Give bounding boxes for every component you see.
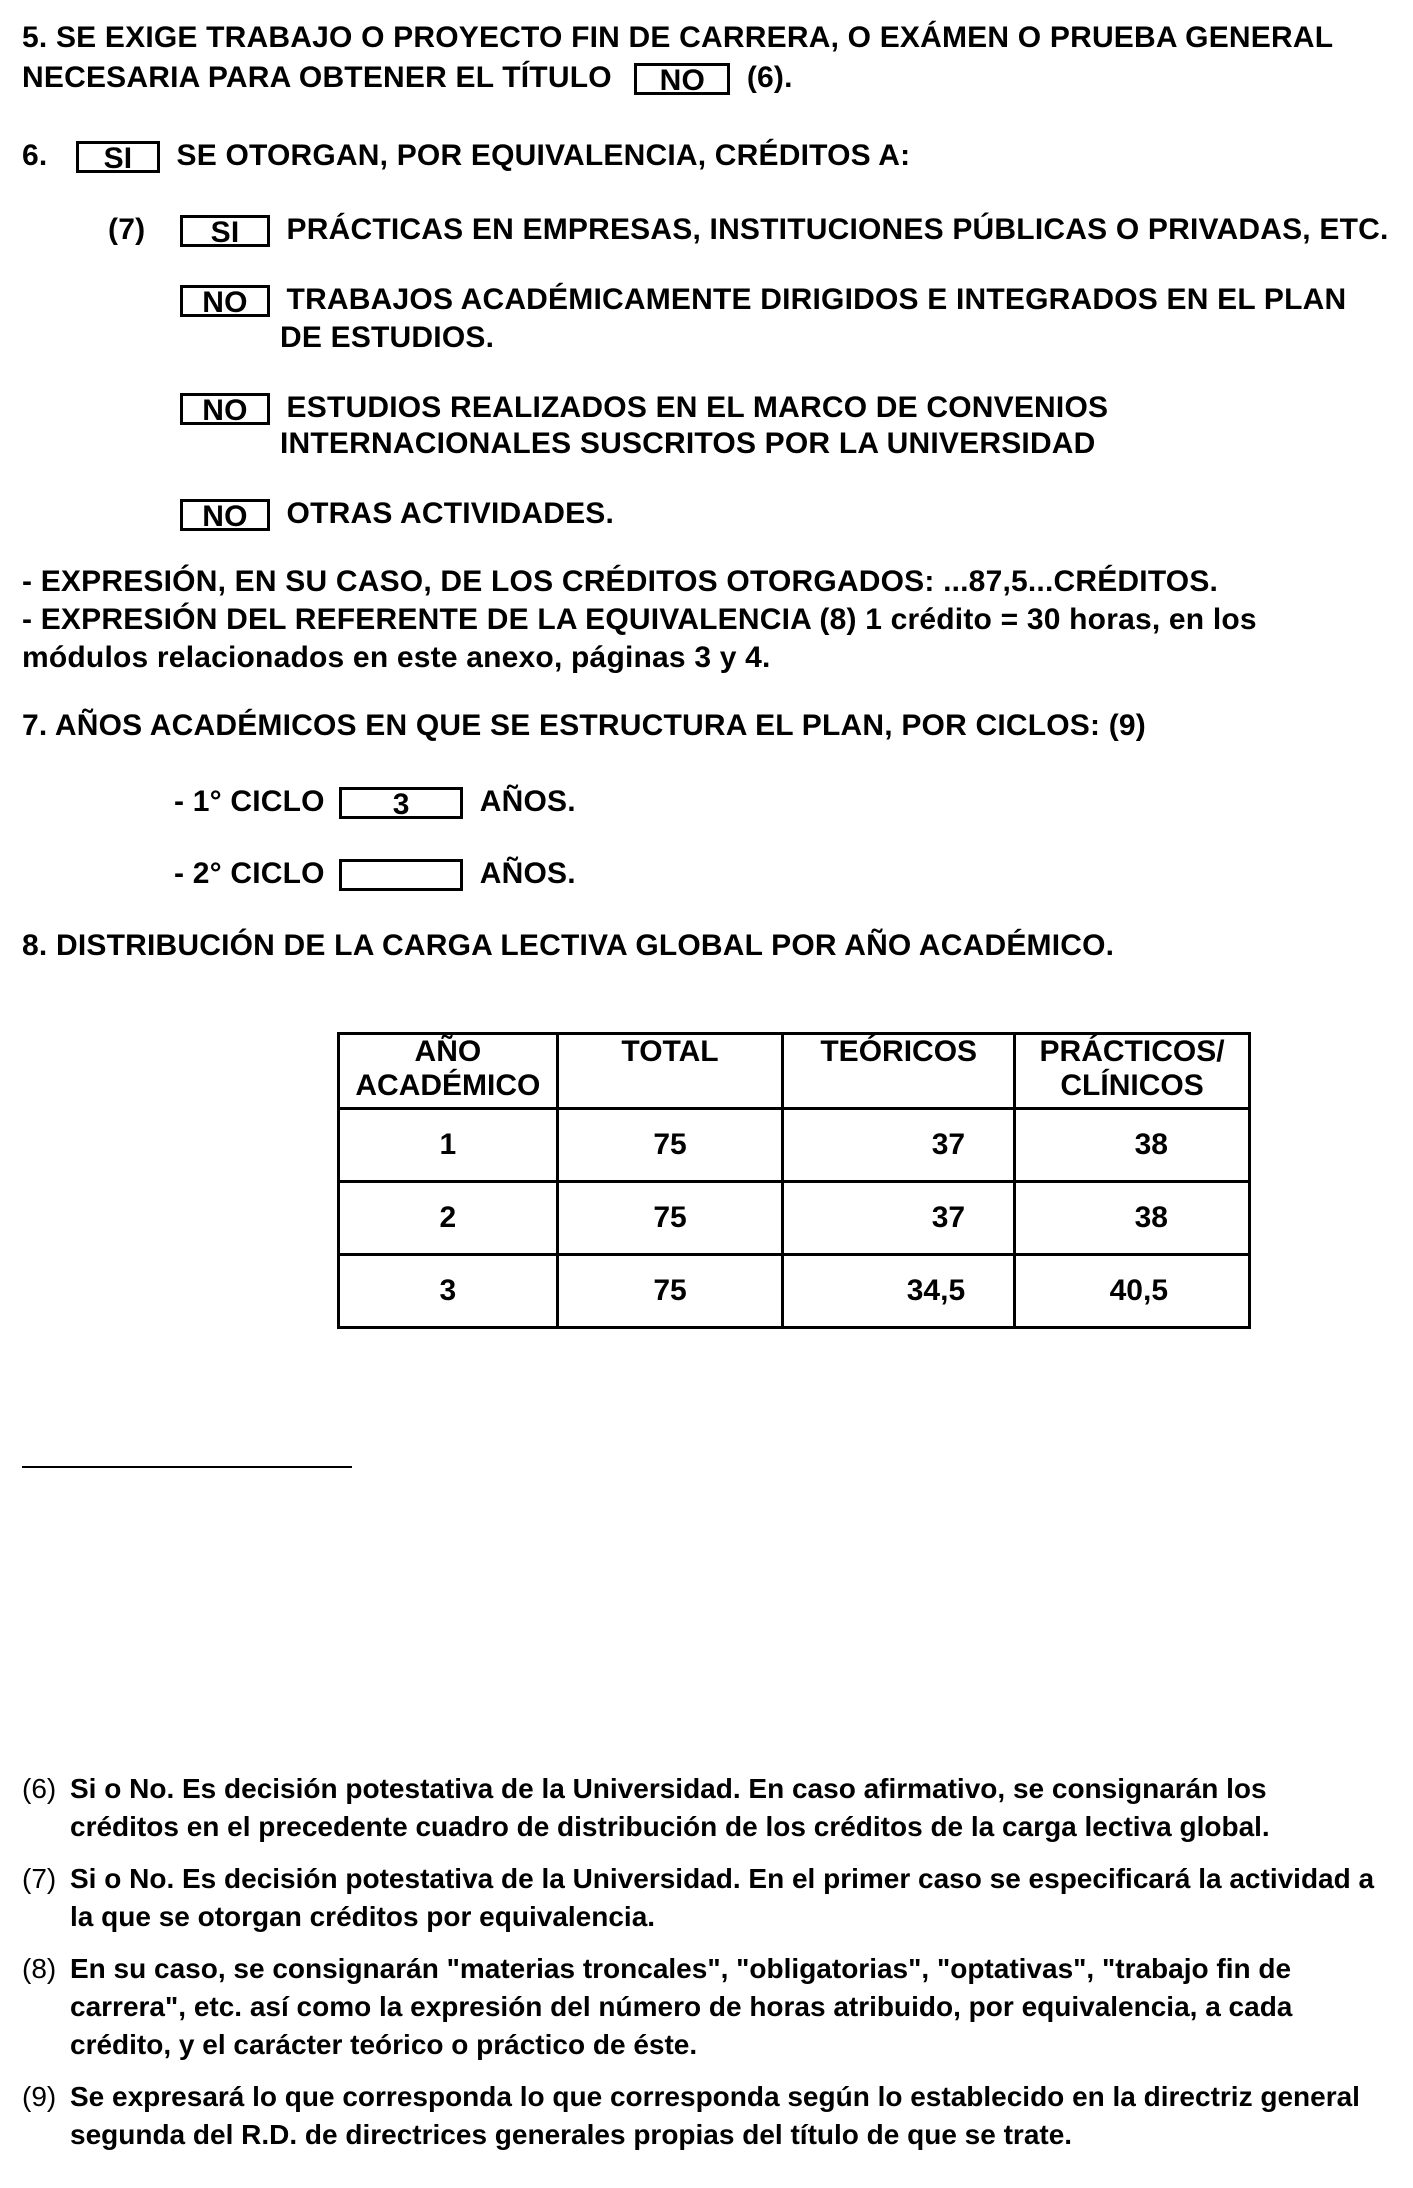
footnote-6 bbox=[22, 1770, 1382, 1846]
item-3-box: NO bbox=[180, 393, 270, 425]
footnote-7-text: Si o No. Es decisión potestativa de la Universidad. En el primer caso se especificará la actividad a la que se otorgan créditos por equivalencia. bbox=[70, 1863, 1375, 1932]
item-4-box: NO bbox=[180, 499, 270, 531]
header-total: TOTAL bbox=[557, 1034, 783, 1109]
item-3-line2: INTERNACIONALES SUSCRITOS POR LA UNIVERSIDAD bbox=[280, 427, 1096, 460]
section5-box: NO bbox=[634, 63, 730, 95]
cell-year: 1 bbox=[339, 1109, 558, 1182]
cycle1-unit: AÑOS. bbox=[479, 785, 576, 818]
footnote-9 bbox=[22, 2078, 1382, 2154]
cycle2-value bbox=[339, 859, 463, 891]
cycle2-unit: AÑOS. bbox=[479, 857, 576, 890]
section5-line2 bbox=[22, 58, 793, 98]
footnote-7-num: (7) bbox=[22, 1863, 57, 1894]
cell-year: 3 bbox=[339, 1255, 558, 1328]
load-distribution-table bbox=[337, 1032, 1251, 1329]
section6-header bbox=[22, 136, 910, 176]
item-4-line1: OTRAS ACTIVIDADES. bbox=[286, 497, 615, 530]
header-theoretical: TEÓRICOS bbox=[783, 1034, 1015, 1109]
item-1-box: SI bbox=[180, 215, 270, 247]
cell-practical: 38 bbox=[1015, 1182, 1250, 1255]
credits-expression: - EXPRESIÓN, EN SU CASO, DE LOS CRÉDITOS OTORGADOS: ...87,5...CRÉDITOS. bbox=[22, 565, 1219, 598]
header-practical: PRÁCTICOS/ CLÍNICOS bbox=[1015, 1034, 1250, 1109]
table-header-row bbox=[339, 1034, 1250, 1109]
equivalence-expression-1: - EXPRESIÓN DEL REFERENTE DE LA EQUIVALENCIA (8) 1 crédito = 30 horas, en los bbox=[22, 603, 1257, 636]
footnote-7 bbox=[22, 1860, 1382, 1936]
section6-item-2 bbox=[180, 280, 1346, 320]
section6-text: SE OTORGAN, POR EQUIVALENCIA, CRÉDITOS A: bbox=[176, 139, 911, 172]
table-row bbox=[339, 1182, 1250, 1255]
footnote-separator bbox=[22, 1466, 352, 1468]
cell-practical: 40,5 bbox=[1015, 1255, 1250, 1328]
cell-year: 2 bbox=[339, 1182, 558, 1255]
header-year: AÑO ACADÉMICO bbox=[339, 1034, 558, 1109]
cell-total: 75 bbox=[557, 1182, 783, 1255]
item-2-line2: DE ESTUDIOS. bbox=[280, 321, 495, 354]
footnote-9-num: (9) bbox=[22, 2081, 57, 2112]
footnote-6-text: Si o No. Es decisión potestativa de la Universidad. En caso afirmativo, se consignarán los créditos en el precedente cuadro de distribución de los créditos de la carga lectiva global. bbox=[70, 1773, 1270, 1842]
section5-line2-text: NECESARIA PARA OBTENER EL TÍTULO bbox=[22, 61, 612, 94]
section6-item-3 bbox=[180, 388, 1108, 428]
section7-title: 7. AÑOS ACADÉMICOS EN QUE SE ESTRUCTURA EL PLAN, POR CICLOS: (9) bbox=[22, 709, 1147, 742]
cycle1-value: 3 bbox=[339, 787, 463, 819]
cell-theoretical: 34,5 bbox=[783, 1255, 1015, 1328]
item-1-line1: PRÁCTICAS EN EMPRESAS, INSTITUCIONES PÚBLICAS O PRIVADAS, ETC. bbox=[286, 213, 1389, 246]
cycle2-label: - 2° CICLO bbox=[174, 857, 325, 890]
item-3-line1: ESTUDIOS REALIZADOS EN EL MARCO DE CONVENIOS bbox=[286, 391, 1109, 424]
section6-num: 6. bbox=[22, 139, 48, 172]
cell-total: 75 bbox=[557, 1255, 783, 1328]
cycle1-label: - 1° CICLO bbox=[174, 785, 325, 818]
section6-box: SI bbox=[76, 141, 160, 173]
cycle1-row bbox=[174, 782, 576, 822]
footnote-8 bbox=[22, 1950, 1382, 2064]
cycle2-row bbox=[174, 854, 576, 894]
item-2-box: NO bbox=[180, 285, 270, 317]
section5-after: (6). bbox=[746, 61, 793, 94]
section5-line1: 5. SE EXIGE TRABAJO O PROYECTO FIN DE CARRERA, O EXÁMEN O PRUEBA GENERAL bbox=[22, 21, 1334, 54]
table-row bbox=[339, 1109, 1250, 1182]
section6-item-1 bbox=[180, 210, 1389, 250]
section6-ref: (7) bbox=[108, 213, 146, 246]
footnote-6-num: (6) bbox=[22, 1773, 57, 1804]
section8-title: 8. DISTRIBUCIÓN DE LA CARGA LECTIVA GLOBAL POR AÑO ACADÉMICO. bbox=[22, 929, 1115, 962]
cell-theoretical: 37 bbox=[783, 1109, 1015, 1182]
footnote-9-text: Se expresará lo que corresponda lo que corresponda según lo establecido en la directriz general segunda del R.D. de directrices generales propias del título de que se trate. bbox=[70, 2081, 1360, 2150]
footnote-8-num: (8) bbox=[22, 1953, 57, 1984]
equivalence-expression-2: módulos relacionados en este anexo, páginas 3 y 4. bbox=[22, 641, 771, 674]
cell-theoretical: 37 bbox=[783, 1182, 1015, 1255]
cell-total: 75 bbox=[557, 1109, 783, 1182]
footnote-8-text: En su caso, se consignarán "materias troncales", "obligatorias", "optativas", "trabajo fin de carrera", etc. así como la expresión del número de horas atribuido, por equivalencia, a cada crédito, y el carácter teórico o práctico de éste. bbox=[70, 1953, 1293, 2060]
section6-item-4 bbox=[180, 494, 614, 534]
item-2-line1: TRABAJOS ACADÉMICAMENTE DIRIGIDOS E INTEGRADOS EN EL PLAN bbox=[286, 283, 1347, 316]
table-row bbox=[339, 1255, 1250, 1328]
cell-practical: 38 bbox=[1015, 1109, 1250, 1182]
